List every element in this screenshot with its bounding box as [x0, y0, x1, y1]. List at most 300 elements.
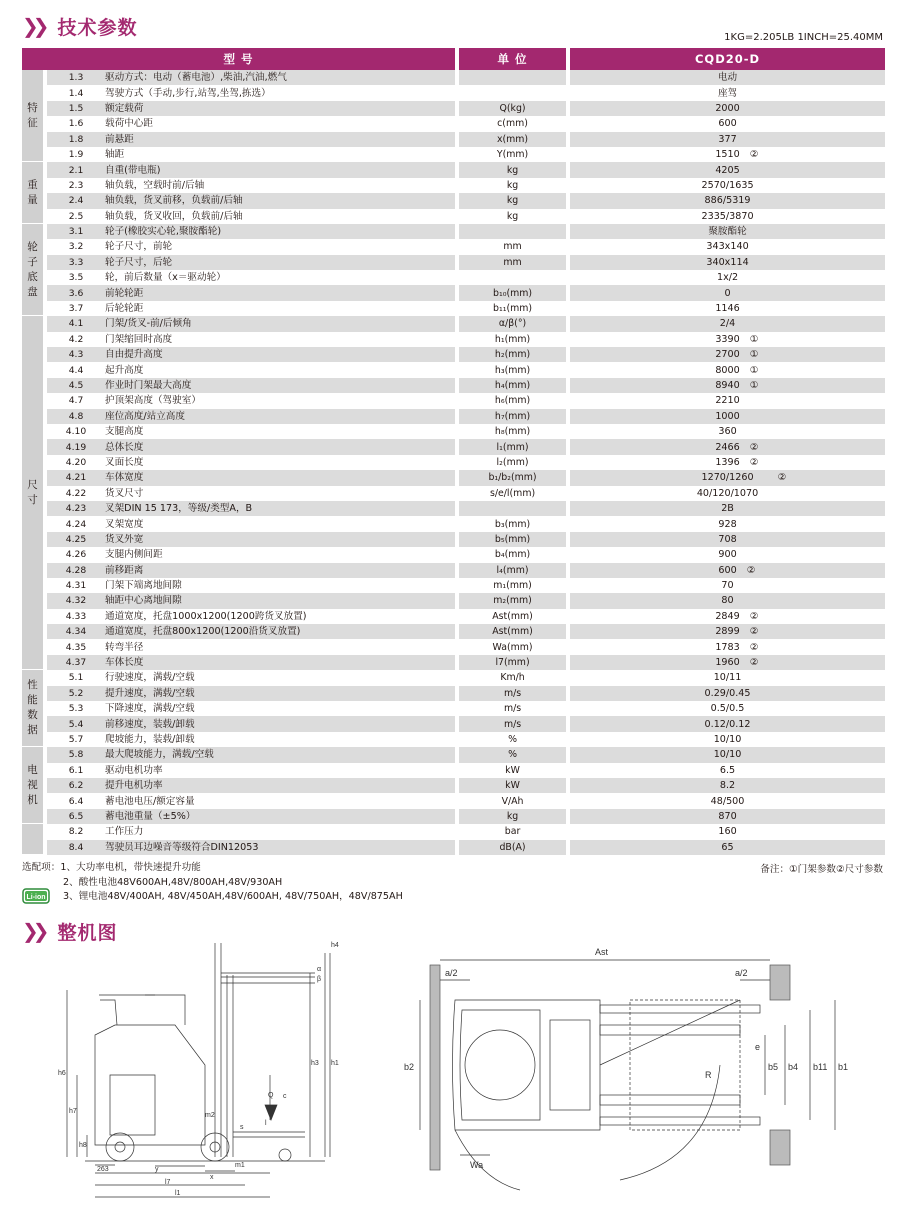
row-value: 1783: [715, 641, 740, 653]
top-view-drawing: [400, 940, 870, 1205]
row-name: 门架下端离地间隙: [105, 578, 459, 593]
row-value-cell: [570, 285, 885, 300]
row-number: 2.3: [47, 178, 105, 193]
row-name: 前轮轮距: [105, 285, 459, 300]
row-unit: [459, 501, 570, 516]
category-label: [22, 162, 47, 224]
row-value-cell: [570, 609, 885, 624]
dim-label-h1: h1: [331, 1060, 339, 1067]
category-label: [22, 824, 47, 855]
row-value-wrap: [715, 409, 739, 424]
row-unit: kg: [459, 209, 570, 224]
row-unit: Y(mm): [459, 147, 570, 162]
table-row: [22, 116, 885, 131]
row-value-wrap: [717, 270, 738, 285]
table-row: [22, 101, 885, 116]
row-name: 转弯半径: [105, 639, 459, 654]
row-value-cell: [570, 778, 885, 793]
table-row: [22, 285, 885, 300]
row-number: 2.1: [47, 162, 105, 177]
table-header-row: [22, 48, 885, 70]
row-value: 1146: [715, 303, 740, 315]
row-value: 0.5/0.5: [710, 703, 745, 715]
row-value-wrap: [720, 763, 735, 778]
row-name: 通道宽度，托盘1000x1200(1200跨货叉放置): [105, 609, 459, 624]
table-row: [22, 347, 885, 362]
row-unit: h₂(mm): [459, 347, 570, 362]
row-value-wrap: [718, 824, 736, 839]
row-value: 3390: [715, 333, 740, 345]
spec-table: [22, 48, 885, 855]
row-value: 电动: [717, 72, 738, 84]
row-name: 自由提升高度: [105, 347, 459, 362]
row-value-cell: [570, 132, 885, 147]
row-number: 4.2: [47, 332, 105, 347]
table-row: [22, 778, 885, 793]
row-value-cell: [570, 655, 885, 670]
row-number: 5.8: [47, 747, 105, 762]
options-line-2: 2、酸性电池48V600AH,48V/800AH,48V/930AH: [63, 876, 283, 888]
row-name: 支腿内侧间距: [105, 547, 459, 562]
row-unit: m/s: [459, 701, 570, 716]
category-char: 盘: [27, 285, 38, 298]
row-value: 6.5: [719, 764, 736, 776]
row-number: 4.23: [47, 501, 105, 516]
table-row: [22, 378, 885, 393]
row-value-wrap: [718, 70, 737, 85]
row-name: 蓄电池电压/额定容量: [105, 793, 459, 808]
table-row: [22, 362, 885, 377]
row-value: 900: [718, 549, 737, 561]
row-value-wrap: [715, 624, 759, 639]
unit-conversion: 1KG=2.205LB 1INCH=25.40MM: [724, 32, 883, 43]
row-value-wrap: [715, 440, 759, 455]
dim-label-h4: h4: [331, 942, 339, 949]
row-value-cell: [570, 270, 885, 285]
row-unit: h₈(mm): [459, 424, 570, 439]
options-notes: [22, 861, 403, 905]
row-unit: m/s: [459, 686, 570, 701]
row-name: 额定载荷: [105, 101, 459, 116]
table-row: [22, 85, 885, 100]
dim-label-l1: l1: [175, 1190, 181, 1197]
row-name: 货叉外宽: [105, 532, 459, 547]
category-char: 子: [27, 255, 38, 268]
row-value-marker: ②: [749, 610, 759, 622]
row-unit: Ast(mm): [459, 624, 570, 639]
row-number: 2.5: [47, 209, 105, 224]
row-value-marker: ②: [746, 564, 756, 576]
row-unit: b₄(mm): [459, 547, 570, 562]
row-number: 1.8: [47, 132, 105, 147]
row-value-marker: ①: [749, 349, 759, 361]
row-unit: m/s: [459, 716, 570, 731]
row-value-cell: [570, 763, 885, 778]
row-name: 轴负载，货叉收回，负载前/后轴: [105, 209, 459, 224]
row-value: 2849: [715, 610, 740, 622]
category-char: 能: [27, 694, 38, 707]
row-value: 80: [721, 595, 734, 607]
row-number: 4.1: [47, 316, 105, 331]
row-value-cell: [570, 147, 885, 162]
row-number: 3.5: [47, 270, 105, 285]
row-name: 作业时门架最大高度: [105, 378, 459, 393]
row-value-cell: [570, 409, 885, 424]
row-value-cell: [570, 70, 885, 85]
row-value-cell: [570, 639, 885, 654]
row-value-cell: [570, 701, 885, 716]
table-row: [22, 147, 885, 162]
row-value-cell: [570, 239, 885, 254]
row-number: 6.5: [47, 809, 105, 824]
row-value-wrap: [715, 347, 759, 362]
row-value-cell: [570, 824, 885, 839]
table-row: [22, 470, 885, 485]
li-ion-badge-text: Li-ion: [26, 894, 46, 901]
row-value-marker: ①: [749, 333, 759, 345]
table-row: [22, 409, 885, 424]
row-name: 门架/货叉-前/后倾角: [105, 316, 459, 331]
row-value-wrap: [701, 470, 787, 485]
table-row: [22, 763, 885, 778]
row-number: 4.35: [47, 639, 105, 654]
row-unit: kW: [459, 778, 570, 793]
row-unit: l₂(mm): [459, 455, 570, 470]
row-value-wrap: [715, 609, 759, 624]
row-name: 轮子(橡胶实心轮,聚胺酯轮): [105, 224, 459, 239]
dim-label-h6: h6: [58, 1070, 66, 1077]
dim-label-a2-left: a/2: [445, 968, 458, 978]
category-char: 特: [27, 101, 38, 114]
row-value-wrap: [718, 532, 736, 547]
row-value-wrap: [718, 809, 736, 824]
row-value-wrap: [714, 670, 742, 685]
row-value: 343x140: [706, 241, 749, 253]
row-number: 1.4: [47, 85, 105, 100]
row-value: 2000: [715, 102, 740, 114]
category-label: [22, 70, 47, 162]
row-number: 4.37: [47, 655, 105, 670]
row-value: 2466: [715, 441, 740, 453]
row-value: 886/5319: [704, 195, 751, 207]
row-name: 自重(带电瓶): [105, 162, 459, 177]
row-number: 8.4: [47, 840, 105, 855]
table-row: [22, 716, 885, 731]
row-value: 8.2: [719, 780, 736, 792]
row-value-marker: ②: [749, 657, 759, 669]
dim-label-h8: h8: [79, 1142, 87, 1149]
category-char: 据: [27, 724, 38, 737]
remark-note: 备注：①门架参数②尺寸参数: [760, 864, 883, 875]
row-value-cell: [570, 455, 885, 470]
row-value: 360: [718, 426, 737, 438]
row-number: 4.19: [47, 439, 105, 454]
row-name: 后轮轮距: [105, 301, 459, 316]
double-chevron-icon: ❯❯: [22, 14, 44, 38]
row-value-cell: [570, 255, 885, 270]
row-name: 前移速度，装载/卸载: [105, 716, 459, 731]
row-name: 行驶速度，满载/空载: [105, 670, 459, 685]
row-value-cell: [570, 362, 885, 377]
row-number: 1.3: [47, 70, 105, 85]
category-label: [22, 316, 47, 670]
row-value-cell: [570, 716, 885, 731]
row-value-wrap: [715, 455, 759, 470]
row-unit: kg: [459, 162, 570, 177]
row-value-marker: ②: [777, 472, 787, 484]
row-name: 爬坡能力，装载/卸载: [105, 732, 459, 747]
row-value: 70: [721, 580, 734, 592]
col-header-unit: 单 位: [459, 48, 570, 70]
row-value: 8940: [715, 380, 740, 391]
table-row: [22, 70, 885, 85]
dim-label-b4: b4: [788, 1062, 799, 1072]
row-value-cell: [570, 316, 885, 331]
row-unit: %: [459, 732, 570, 747]
row-name: 货叉尺寸: [105, 486, 459, 501]
table-row: [22, 824, 885, 839]
table-row: [22, 578, 885, 593]
row-number: 5.7: [47, 732, 105, 747]
row-number: 4.28: [47, 563, 105, 578]
row-value-wrap: [701, 178, 753, 193]
table-row: [22, 393, 885, 408]
row-value-wrap: [721, 593, 733, 608]
row-value-wrap: [697, 486, 758, 501]
dim-label-e: e: [755, 1042, 761, 1052]
row-name: 前移距离: [105, 563, 459, 578]
options-line-1: 选配项：1、大功率电机，带快速提升功能: [22, 862, 201, 873]
row-unit: [459, 270, 570, 285]
row-value-cell: [570, 178, 885, 193]
table-row: [22, 624, 885, 639]
row-value: 座驾: [717, 87, 738, 99]
row-value: 2899: [715, 626, 740, 638]
row-value-wrap: [721, 840, 733, 855]
row-value: 0.29/0.45: [704, 687, 751, 699]
category-char: 寸: [27, 493, 38, 506]
row-number: 4.20: [47, 455, 105, 470]
row-value-wrap: [715, 363, 759, 378]
row-name: 轴负载，货叉前移，负载前/后轴: [105, 193, 459, 208]
row-unit: h₇(mm): [459, 409, 570, 424]
row-value-wrap: [721, 578, 733, 593]
row-value-wrap: [706, 255, 748, 270]
row-number: 1.5: [47, 101, 105, 116]
row-unit: b₁₁(mm): [459, 301, 570, 316]
row-value-cell: [570, 116, 885, 131]
table-row: [22, 193, 885, 208]
row-value-cell: [570, 224, 885, 239]
table-row: [22, 132, 885, 147]
category-char: 量: [27, 193, 38, 206]
row-name: 轮，前后数量（x＝驱动轮）: [105, 270, 459, 285]
dim-label-x: x: [210, 1174, 214, 1181]
row-value: 2700: [715, 349, 740, 361]
table-row: [22, 301, 885, 316]
row-value: 2570/1635: [701, 179, 754, 191]
row-name: 叉面长度: [105, 455, 459, 470]
row-name: 最大爬坡能力，满载/空载: [105, 747, 459, 762]
row-unit: b₃(mm): [459, 516, 570, 531]
row-number: 4.25: [47, 532, 105, 547]
row-unit: kg: [459, 809, 570, 824]
row-value-cell: [570, 732, 885, 747]
row-unit: kg: [459, 178, 570, 193]
row-unit: h₆(mm): [459, 393, 570, 408]
row-name: 车体宽度: [105, 470, 459, 485]
dim-label-Wa: Wa: [470, 1160, 484, 1170]
table-row: [22, 655, 885, 670]
row-value-cell: [570, 332, 885, 347]
row-value-cell: [570, 624, 885, 639]
row-unit: l7(mm): [459, 655, 570, 670]
row-value: 2210: [715, 395, 740, 407]
row-value-wrap: [718, 132, 736, 147]
row-unit: dB(A): [459, 840, 570, 855]
row-name: 工作压力: [105, 824, 459, 839]
row-name: 座位高度/站立高度: [105, 409, 459, 424]
row-unit: mm: [459, 239, 570, 254]
row-number: 2.4: [47, 193, 105, 208]
row-name: 驾驶方式（手动,步行,站驾,坐驾,拣选）: [105, 85, 459, 100]
dim-label-b11: b11: [813, 1062, 828, 1072]
row-value: 2B: [721, 503, 734, 515]
row-number: 6.4: [47, 793, 105, 808]
table-row: [22, 670, 885, 685]
row-unit: α/β(°): [459, 316, 570, 331]
table-row: [22, 239, 885, 254]
row-name: 下降速度，满载/空载: [105, 701, 459, 716]
row-number: 4.10: [47, 424, 105, 439]
dim-label-y: y: [155, 1166, 159, 1173]
row-number: 4.26: [47, 547, 105, 562]
dim-label-s: s: [240, 1124, 244, 1131]
row-number: 4.33: [47, 609, 105, 624]
dim-label-b1: b1: [838, 1062, 849, 1072]
table-row: [22, 547, 885, 562]
row-value: 2335/3870: [701, 210, 754, 222]
row-value-wrap: [718, 86, 737, 101]
row-value: 65: [721, 841, 734, 853]
row-value: 1510: [715, 149, 740, 161]
table-row: [22, 501, 885, 516]
row-value-marker: ②: [749, 441, 759, 453]
row-value-wrap: [715, 301, 739, 316]
row-value-cell: [570, 516, 885, 531]
row-value: 40/120/1070: [696, 487, 759, 499]
category-char: 尺: [27, 478, 38, 491]
dim-label-b2: b2: [404, 1062, 415, 1072]
options-line-3: 3、锂电池48V/400AH, 48V/450AH,48V/600AH, 48V/750AH，48V/875AH: [63, 891, 403, 902]
table-row: [22, 255, 885, 270]
row-value-cell: [570, 670, 885, 685]
li-ion-badge-icon: [22, 888, 50, 904]
row-unit: Wa(mm): [459, 639, 570, 654]
row-number: 8.2: [47, 824, 105, 839]
col-header-model: 型 号: [22, 48, 459, 70]
row-value-cell: [570, 501, 885, 516]
row-value-marker: ②: [749, 626, 759, 638]
table-row: [22, 424, 885, 439]
row-unit: m₂(mm): [459, 593, 570, 608]
row-unit: b₅(mm): [459, 532, 570, 547]
row-name: 轴距中心离地间隙: [105, 593, 459, 608]
category-label: [22, 670, 47, 747]
dim-label-h3: h3: [311, 1060, 319, 1067]
table-row: [22, 439, 885, 454]
row-number: 4.5: [47, 378, 105, 393]
table-row: [22, 486, 885, 501]
row-unit: %: [459, 747, 570, 762]
row-number: 4.34: [47, 624, 105, 639]
row-value: 1960: [715, 657, 740, 669]
row-value-wrap: [721, 501, 734, 516]
row-number: 5.1: [47, 670, 105, 685]
row-name: 叉架DIN 15 173，等级/类型A，B: [105, 501, 459, 516]
row-value-wrap: [718, 424, 736, 439]
row-value-cell: [570, 840, 885, 855]
row-number: 6.2: [47, 778, 105, 793]
row-value-wrap: [715, 101, 739, 116]
row-value-cell: [570, 486, 885, 501]
table-row: [22, 563, 885, 578]
row-name: 前悬距: [105, 132, 459, 147]
table-row: [22, 686, 885, 701]
row-name: 门架缩回时高度: [105, 332, 459, 347]
row-value-wrap: [715, 393, 739, 408]
row-value-wrap: [706, 239, 748, 254]
row-number: 4.32: [47, 593, 105, 608]
table-row: [22, 732, 885, 747]
category-label: [22, 224, 47, 316]
table-row: [22, 516, 885, 531]
row-unit: m₁(mm): [459, 578, 570, 593]
row-name: 蓄电池重量（±5%）: [105, 809, 459, 824]
row-value-cell: [570, 439, 885, 454]
row-value-wrap: [720, 778, 735, 793]
row-value: 600: [718, 564, 737, 576]
category-char: 底: [27, 270, 38, 283]
table-row: [22, 593, 885, 608]
table-row: [22, 793, 885, 808]
table-row: [22, 747, 885, 762]
row-unit: h₄(mm): [459, 378, 570, 393]
row-number: 3.2: [47, 239, 105, 254]
row-value-wrap: [714, 747, 742, 762]
row-value: 10/11: [713, 672, 742, 684]
row-number: 4.21: [47, 470, 105, 485]
row-value-cell: [570, 162, 885, 177]
row-number: 3.1: [47, 224, 105, 239]
row-unit: kg: [459, 193, 570, 208]
row-number: 4.31: [47, 578, 105, 593]
row-value: 870: [718, 810, 737, 822]
row-unit: V/Ah: [459, 793, 570, 808]
row-name: 起升高度: [105, 362, 459, 377]
row-number: 1.6: [47, 116, 105, 131]
row-value-marker: ①: [749, 380, 759, 391]
row-value: 708: [718, 533, 737, 545]
row-unit: l₁(mm): [459, 439, 570, 454]
dim-label-Q: Q: [268, 1092, 274, 1099]
dim-label-alpha: α: [317, 966, 322, 973]
row-number: 1.9: [47, 147, 105, 162]
row-number: 4.4: [47, 362, 105, 377]
row-value: 928: [718, 518, 737, 530]
row-name: 驱动电机功率: [105, 763, 459, 778]
table-row: [22, 209, 885, 224]
